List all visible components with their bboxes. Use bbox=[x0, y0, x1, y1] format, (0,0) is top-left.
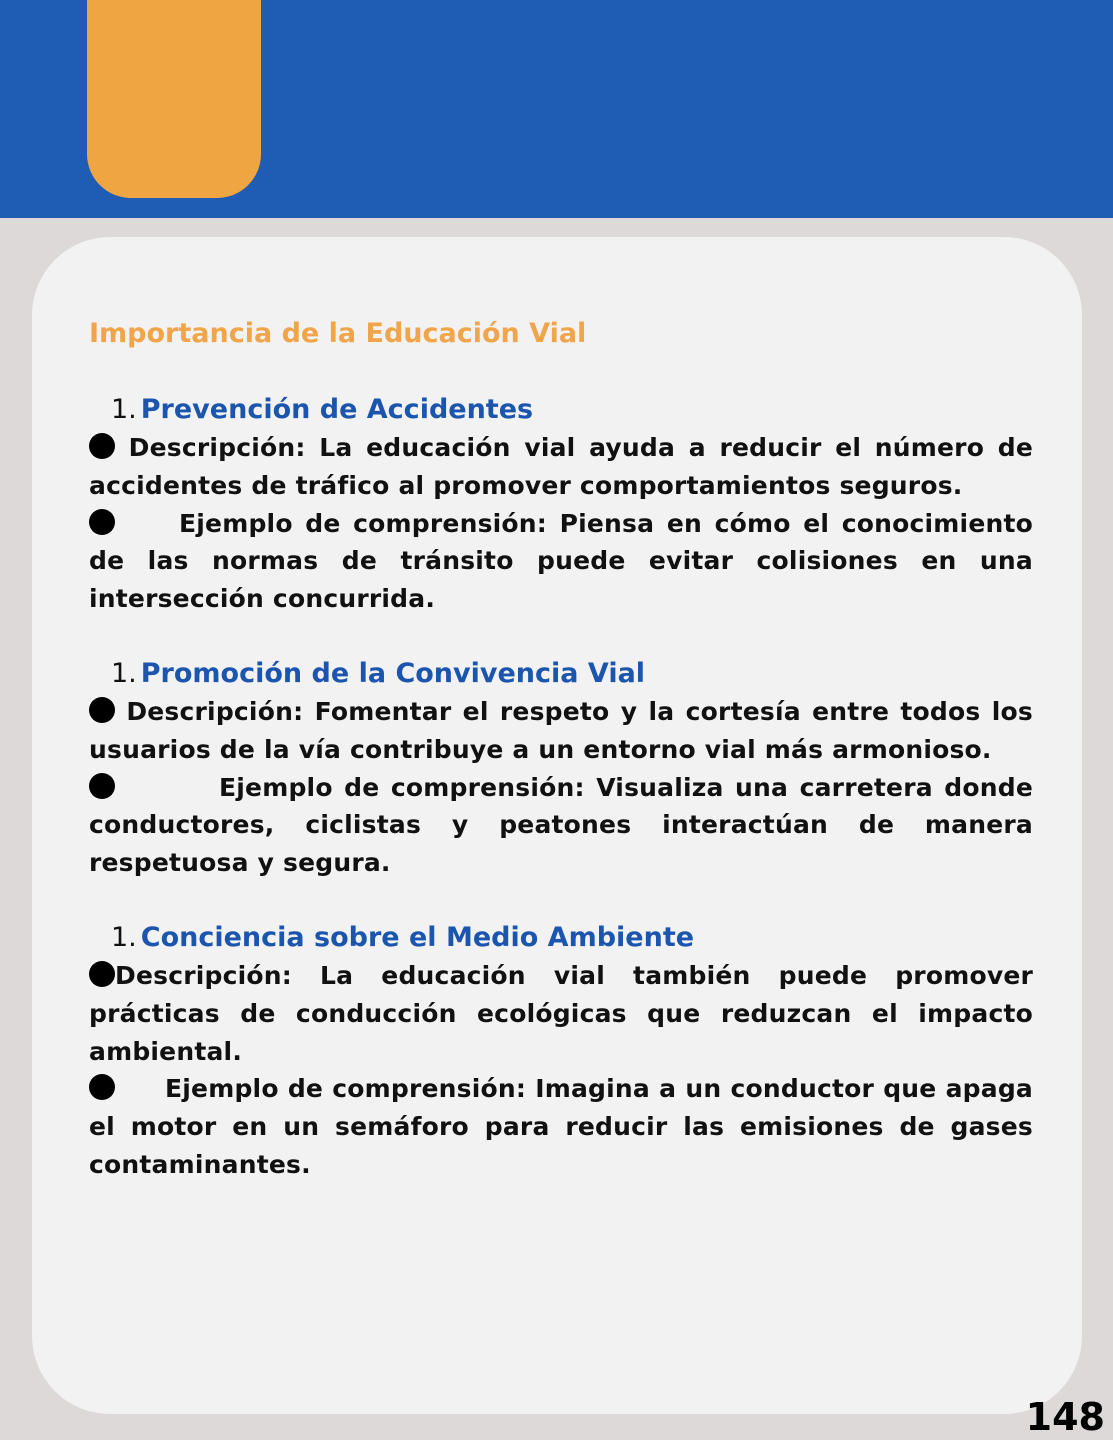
bullet-icon bbox=[89, 1074, 115, 1100]
example-paragraph bbox=[89, 505, 1033, 618]
example-text: Ejemplo de comprensión: Visualiza una carretera donde conductores, ciclistas y peatones interactúan de manera respetuosa y segura. bbox=[89, 772, 1033, 878]
section-convivencia bbox=[89, 655, 1033, 882]
section-title: Prevención de Accidentes bbox=[140, 394, 534, 425]
section-medio-ambiente bbox=[89, 919, 1033, 1184]
bullet-icon bbox=[89, 697, 115, 723]
bullet-icon bbox=[89, 961, 115, 987]
example-text: Ejemplo de comprensión: Imagina a un conductor que apaga el motor en un semáforo para reducir las emisiones de gases contaminantes. bbox=[89, 1074, 1033, 1179]
section-number: 1. bbox=[111, 922, 137, 953]
example-paragraph bbox=[89, 769, 1033, 882]
example-paragraph bbox=[89, 1070, 1033, 1183]
section-title: Conciencia sobre el Medio Ambiente bbox=[140, 922, 695, 953]
description-text: Descripción: La educación vial también puede promover prácticas de conducción ecológicas que reduzcan el impacto ambiental. bbox=[89, 961, 1033, 1066]
section-heading bbox=[111, 655, 1033, 693]
section-heading bbox=[111, 919, 1033, 957]
section-title: Promoción de la Convivencia Vial bbox=[140, 658, 646, 689]
section-heading bbox=[111, 391, 1033, 429]
bullet-icon bbox=[89, 773, 115, 799]
decorative-orange-tab bbox=[87, 0, 261, 198]
description-text: Descripción: Fomentar el respeto y la cortesía entre todos los usuarios de la vía contribuye a un entorno vial más armonioso. bbox=[89, 697, 1033, 764]
bullet-icon bbox=[89, 509, 115, 535]
description-paragraph bbox=[89, 693, 1033, 769]
section-number: 1. bbox=[111, 658, 137, 689]
example-text: Ejemplo de comprensión: Piensa en cómo el conocimiento de las normas de tránsito puede evitar colisiones en una intersección concurrida. bbox=[89, 508, 1033, 614]
bullet-icon bbox=[89, 433, 115, 459]
page-number: 148 bbox=[1025, 1395, 1105, 1439]
description-paragraph bbox=[89, 957, 1033, 1070]
section-prevencion bbox=[89, 391, 1033, 618]
section-number: 1. bbox=[111, 394, 137, 425]
description-paragraph bbox=[89, 429, 1033, 505]
page-title: Importancia de la Educación Vial bbox=[89, 318, 587, 349]
description-text: Descripción: La educación vial ayuda a reducir el número de accidentes de tráfico al promover comportamientos seguros. bbox=[89, 433, 1033, 500]
